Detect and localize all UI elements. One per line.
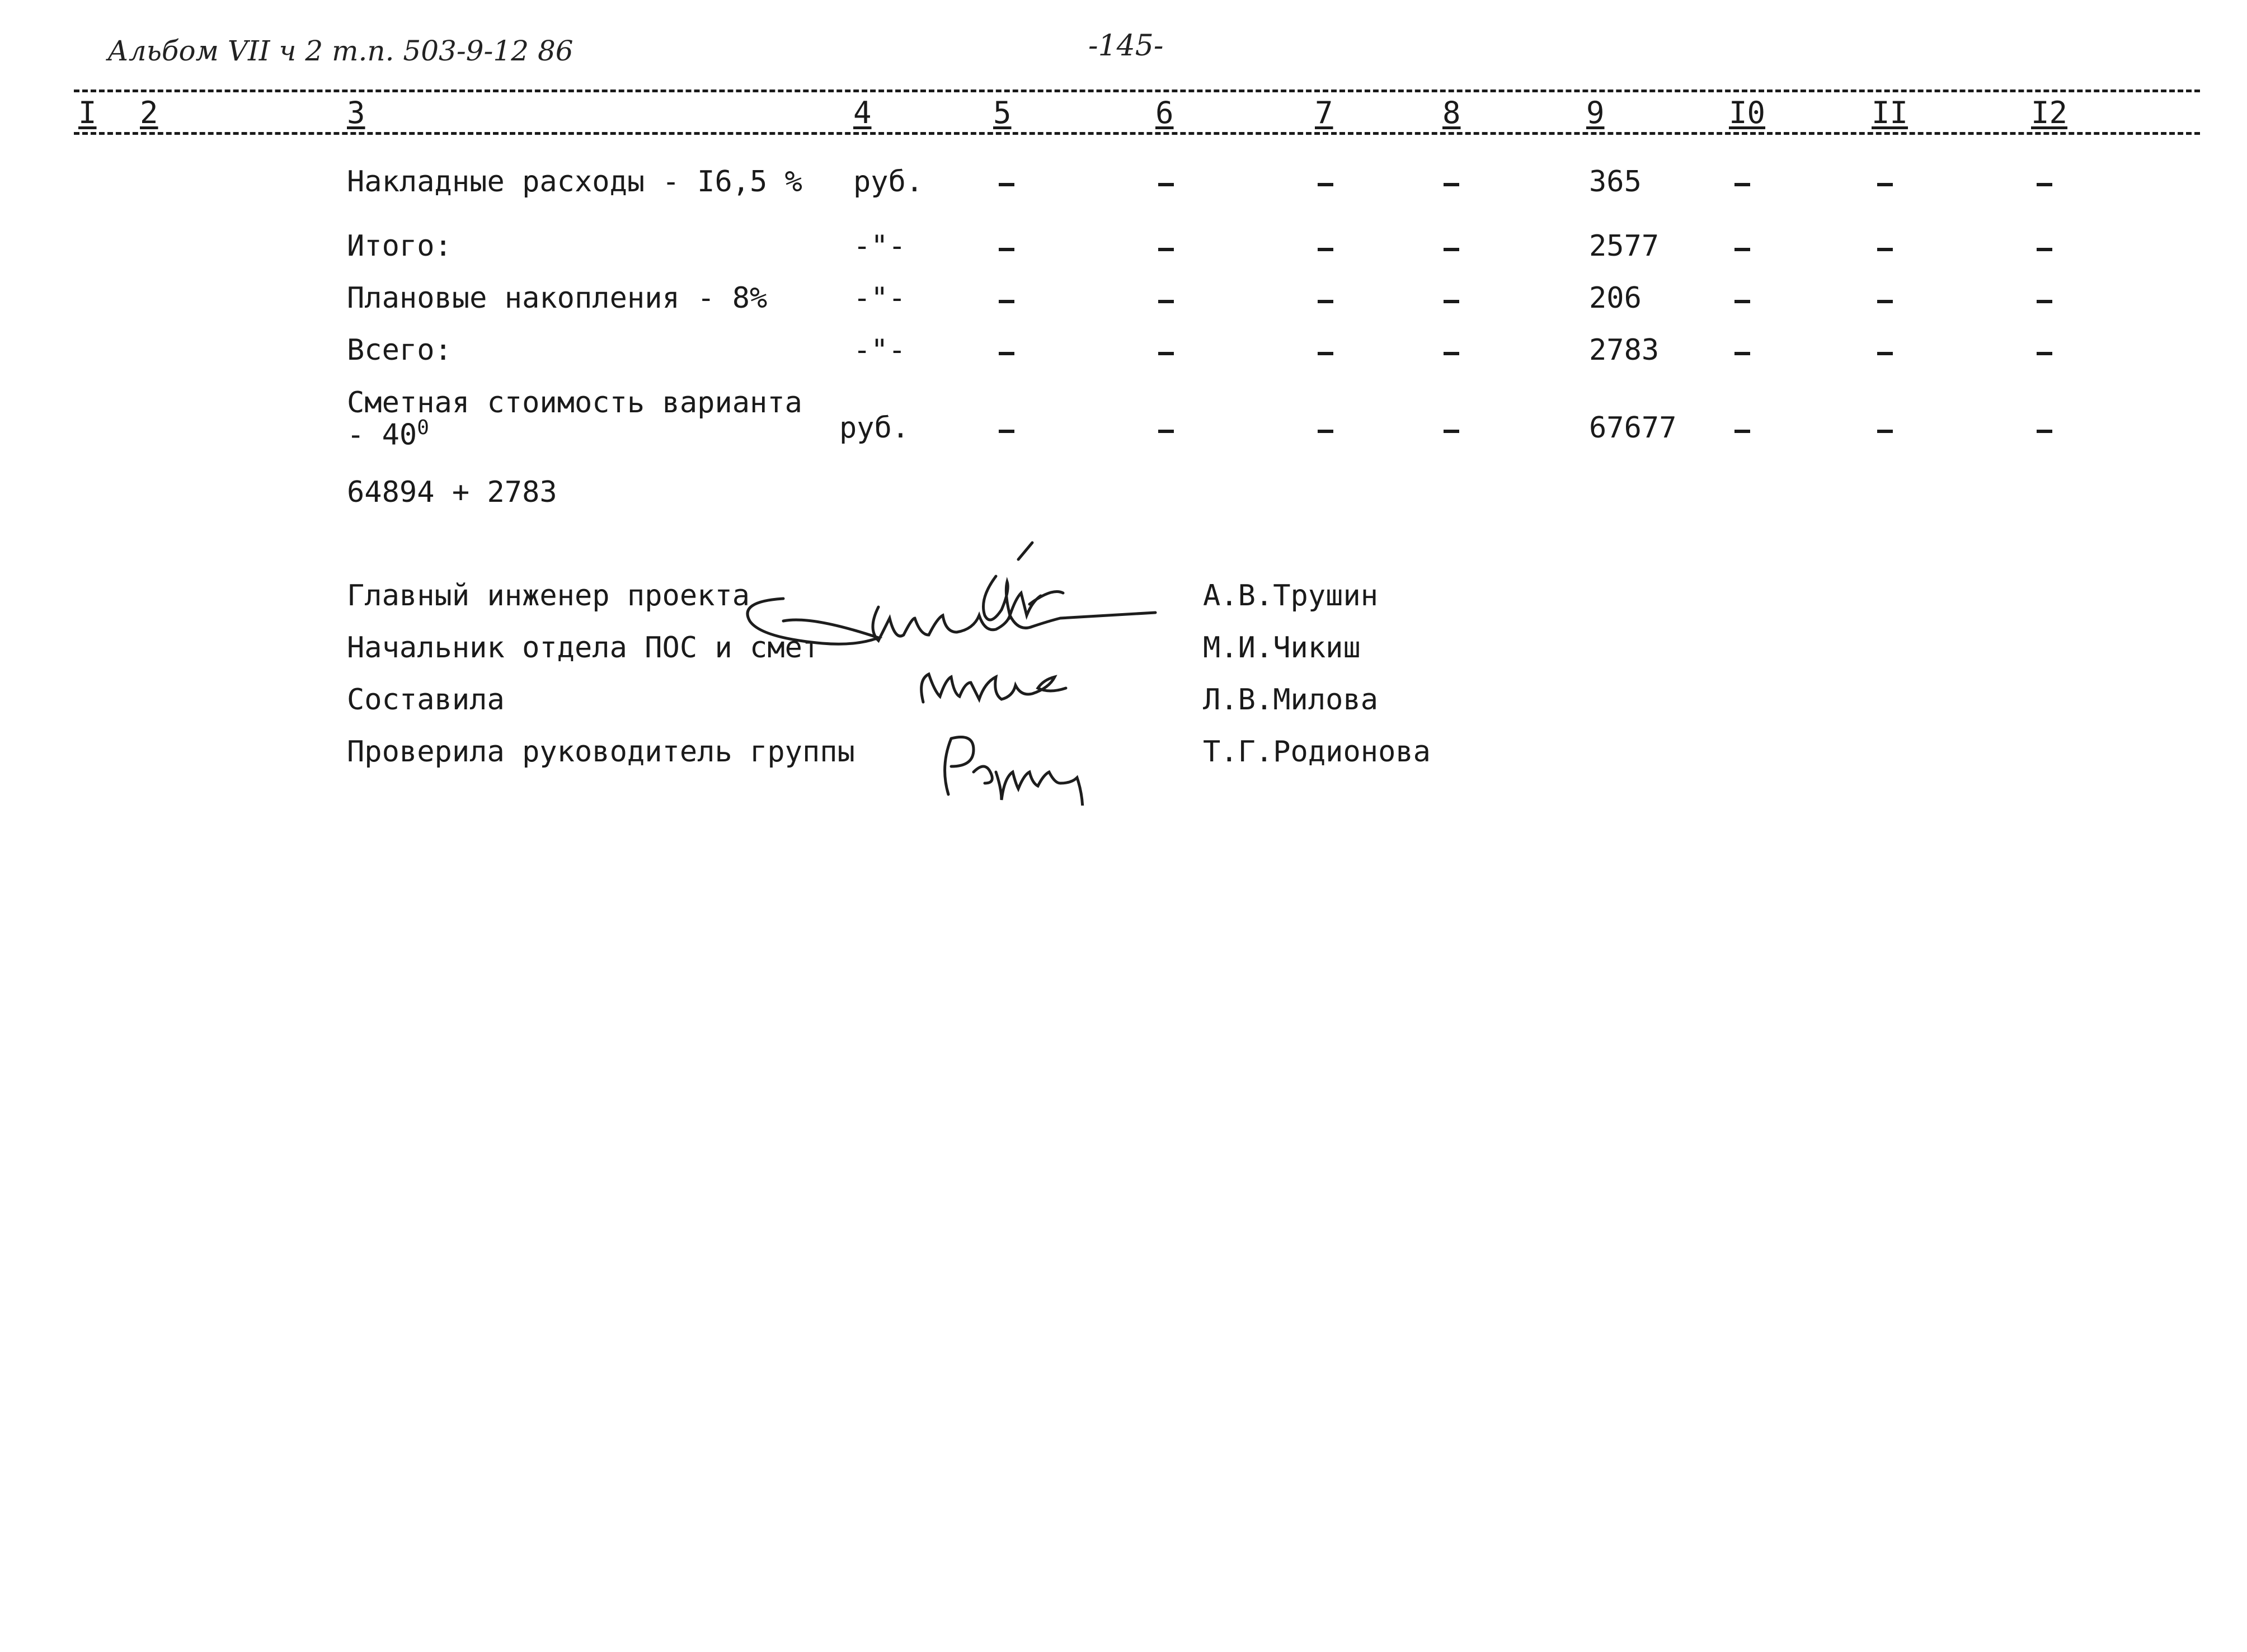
- empty-dash: [1734, 300, 1750, 303]
- empty-dash: [1877, 300, 1893, 303]
- row-value-col9: 2783: [1589, 333, 1660, 367]
- row-name-line2: [347, 411, 429, 451]
- empty-dash: [2037, 352, 2052, 355]
- col-3-number: 3: [347, 95, 365, 130]
- handwritten-signatures: [727, 537, 1197, 806]
- empty-dash: [999, 430, 1014, 433]
- empty-dash: [1444, 352, 1459, 355]
- empty-dash: [1318, 430, 1333, 433]
- row-name-line1: Сметная стоимость варианта: [347, 386, 802, 420]
- empty-dash: [1158, 352, 1174, 355]
- album-reference: Альбом VII ч 2 т.п. 503-9-12 86: [107, 35, 573, 67]
- degree-superscript: 0: [417, 416, 429, 439]
- header-bottom-rule: [74, 132, 2200, 135]
- row-value-col9: 2577: [1589, 229, 1660, 263]
- row-unit: руб.: [853, 165, 924, 199]
- empty-dash: [1877, 183, 1893, 186]
- empty-dash: [1734, 352, 1750, 355]
- row-value-col9: 67677: [1589, 411, 1677, 445]
- row-name: Плановые накопления - 8%: [347, 281, 768, 315]
- col-6-number: 6: [1155, 95, 1174, 130]
- empty-dash: [1877, 430, 1893, 433]
- row-value-col9: 365: [1589, 165, 1642, 199]
- empty-dash: [999, 352, 1014, 355]
- empty-dash: [1877, 248, 1893, 251]
- empty-dash: [1877, 352, 1893, 355]
- empty-dash: [1734, 430, 1750, 433]
- empty-dash: [1734, 248, 1750, 251]
- col-11-number: II: [1872, 95, 1908, 130]
- row-unit: -"-: [853, 281, 906, 315]
- row-unit: -"-: [853, 333, 906, 367]
- empty-dash: [1444, 300, 1459, 303]
- row-name-line2-text: - 40: [347, 418, 417, 452]
- col-1-number: I: [78, 95, 97, 130]
- signature-person: Т.Г.Родионова: [1203, 735, 1431, 769]
- signature-person: Л.В.Милова: [1203, 683, 1379, 717]
- formula-text: 64894 + 2783: [347, 476, 557, 509]
- col-5-number: 5: [993, 95, 1012, 130]
- empty-dash: [1444, 430, 1459, 433]
- col-10-number: I0: [1729, 95, 1766, 130]
- signature-role: Главный инженер проекта: [347, 579, 750, 613]
- empty-dash: [1158, 248, 1174, 251]
- empty-dash: [1318, 248, 1333, 251]
- col-8-number: 8: [1442, 95, 1461, 130]
- empty-dash: [1318, 352, 1333, 355]
- col-7-number: 7: [1315, 95, 1333, 130]
- signature-chief-engineer: [984, 543, 1064, 620]
- empty-dash: [2037, 300, 2052, 303]
- signature-role: Составила: [347, 683, 505, 717]
- empty-dash: [1444, 183, 1459, 186]
- empty-dash: [1318, 300, 1333, 303]
- signature-role: Начальник отдела ПОС и смет: [347, 631, 820, 665]
- row-unit: руб.: [839, 411, 910, 445]
- signature-role: Проверила руководитель группы: [347, 735, 855, 769]
- signature-person: А.В.Трушин: [1203, 579, 1379, 613]
- row-name: Накладные расходы - I6,5 %: [347, 165, 802, 199]
- empty-dash: [999, 183, 1014, 186]
- signature-compiler: [922, 674, 1066, 702]
- empty-dash: [2037, 430, 2052, 433]
- empty-dash: [1318, 183, 1333, 186]
- page-number: -145-: [1088, 29, 1164, 63]
- row-unit: -"-: [853, 229, 906, 263]
- empty-dash: [1444, 248, 1459, 251]
- empty-dash: [1158, 183, 1174, 186]
- signature-checker: [945, 737, 1083, 806]
- empty-dash: [2037, 248, 2052, 251]
- signature-department-head: [748, 599, 1155, 644]
- empty-dash: [1734, 183, 1750, 186]
- empty-dash: [1158, 430, 1174, 433]
- empty-dash: [1158, 300, 1174, 303]
- col-2-number: 2: [140, 95, 158, 130]
- header-top-rule: [74, 90, 2200, 92]
- col-9-number: 9: [1586, 95, 1605, 130]
- empty-dash: [999, 300, 1014, 303]
- row-name: Всего:: [347, 333, 452, 367]
- row-name: Итого:: [347, 229, 452, 263]
- signature-person: М.И.Чикиш: [1203, 631, 1361, 665]
- empty-dash: [2037, 183, 2052, 186]
- row-value-col9: 206: [1589, 281, 1642, 315]
- col-12-number: I2: [2031, 95, 2068, 130]
- empty-dash: [999, 248, 1014, 251]
- col-4-number: 4: [853, 95, 872, 130]
